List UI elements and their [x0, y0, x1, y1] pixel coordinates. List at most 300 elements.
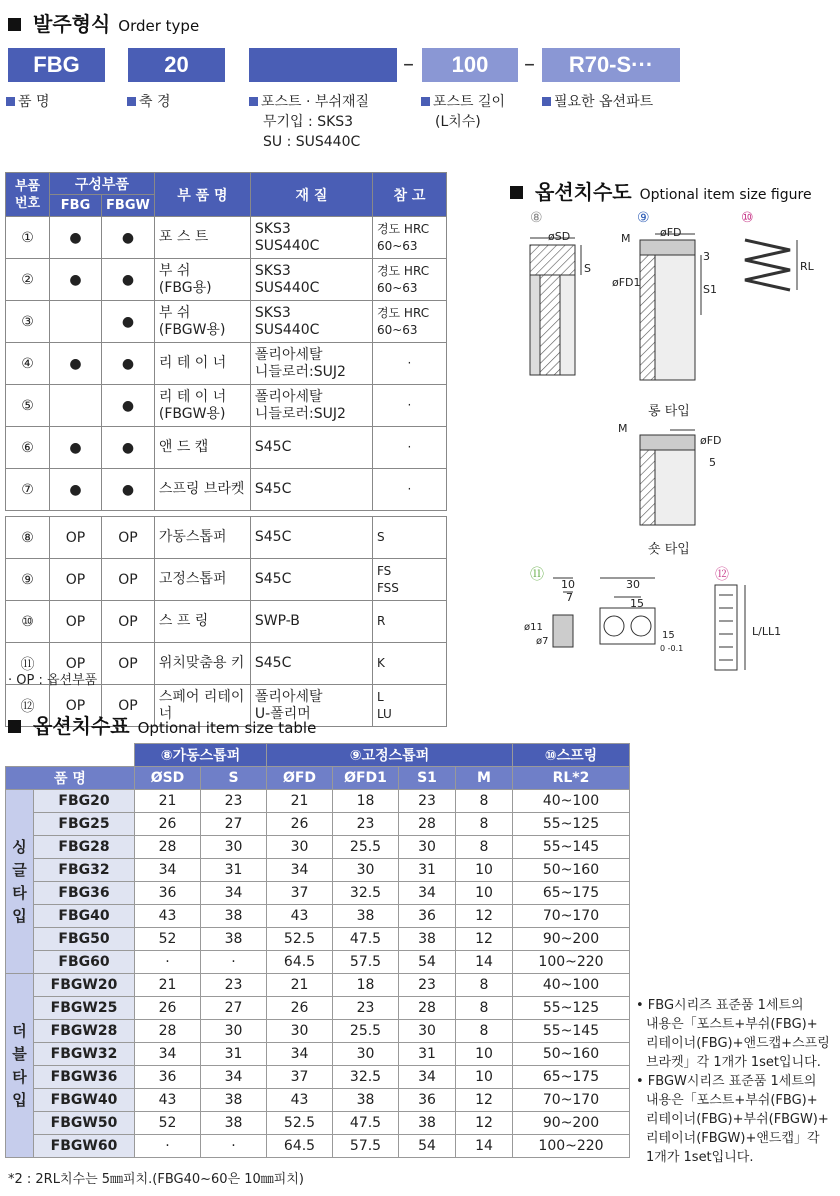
size-table: [5, 743, 630, 1158]
set-note-line: • FBG시리즈 표준품 1세트의: [636, 998, 804, 1013]
parts-header-material: 재 질: [250, 173, 372, 217]
size-cell: 10: [456, 882, 513, 905]
size-cell: 31: [201, 859, 267, 882]
parts-cell-line: 고정스톱퍼: [158, 571, 227, 587]
set-notes: [636, 996, 836, 1167]
parts-cell-line: SUS440C: [254, 237, 320, 254]
size-cell: 50~160: [513, 1043, 630, 1066]
size-cell: 28: [399, 813, 456, 836]
size-row: [6, 974, 630, 997]
size-row: [6, 836, 630, 859]
size-cell: 8: [456, 790, 513, 813]
order-label-material-l1: 포스트 · 부쉬재질: [261, 94, 370, 110]
size-cell: 34: [201, 1066, 267, 1089]
parts-cell-no: ①: [6, 217, 50, 259]
parts-cell-line: S45C: [254, 529, 292, 545]
parts-table: [5, 172, 447, 727]
size-cell: 18: [333, 974, 399, 997]
size-cell: 23: [399, 790, 456, 813]
dim-d7: ø7: [536, 636, 549, 647]
size-group-char: 입: [12, 906, 27, 925]
order-label-options-text: 필요한 옵션파트: [554, 94, 654, 110]
order-box-material: [249, 48, 397, 82]
parts-cell-line: U-폴리머: [254, 705, 311, 722]
parts-cell-no: ②: [6, 259, 50, 301]
size-cell: 38: [201, 1112, 267, 1135]
parts-cell-material: [250, 301, 372, 343]
parts-header-comp: 구성부품: [50, 173, 155, 195]
size-cell: 36: [399, 1089, 456, 1112]
dim-d11: ø11: [524, 622, 543, 633]
size-cell: ·: [135, 951, 201, 974]
parts-cell-line: 니들로러:SUJ2: [254, 363, 346, 380]
parts-cell-ref: [372, 301, 446, 343]
figure-num-10: ⑩: [741, 210, 754, 226]
size-cell: 12: [456, 905, 513, 928]
order-label-length-l1: 포스트 길이: [433, 94, 506, 110]
size-cell-name: FBG28: [34, 836, 135, 859]
size-cell: 38: [201, 905, 267, 928]
parts-cell-ref: [372, 217, 446, 259]
size-cell: 23: [201, 790, 267, 813]
parts-cell-line: (FBGW용): [158, 321, 226, 338]
parts-cell-name: [154, 559, 250, 601]
parts-cell-ref: [372, 559, 446, 601]
order-box-product: FBG: [8, 48, 105, 82]
size-cell: 40~100: [513, 790, 630, 813]
size-row: [6, 997, 630, 1020]
parts-cell-fbgw: ●: [102, 469, 155, 511]
size-cell: 32.5: [333, 882, 399, 905]
size-group-char: 글: [12, 860, 27, 879]
size-col-sd: ØSD: [135, 767, 201, 790]
parts-cell-line: 포 스 트: [158, 229, 209, 245]
parts-cell-no: ③: [6, 301, 50, 343]
dim-7: 7: [566, 591, 573, 604]
figure-num-11: ⑪: [530, 567, 544, 583]
size-cell: 64.5: [267, 951, 333, 974]
size-cell: 27: [201, 813, 267, 836]
label-square-icon: [6, 97, 15, 106]
size-cell: 8: [456, 997, 513, 1020]
size-row: [6, 1112, 630, 1135]
parts-cell-ref: [372, 385, 446, 427]
parts-cell-material: [250, 385, 372, 427]
label-square-icon: [249, 97, 258, 106]
size-group-char: 싱: [12, 837, 27, 856]
size-cell: 34: [201, 882, 267, 905]
parts-cell-no: ⑧: [6, 517, 50, 559]
size-cell: 43: [267, 905, 333, 928]
parts-cell-no: ⑤: [6, 385, 50, 427]
size-cell-name: FBG50: [34, 928, 135, 951]
parts-cell-ref: [372, 343, 446, 385]
size-group-char: 더: [12, 1021, 27, 1040]
size-cell: 8: [456, 1020, 513, 1043]
parts-cell-line: 니들로러:SUJ2: [254, 405, 346, 422]
parts-cell-line: 부 쉬: [158, 262, 191, 279]
size-cell: 8: [456, 836, 513, 859]
parts-cell-line: 경도 HRC: [376, 263, 430, 278]
set-note-line: 1개가 1set입니다.: [646, 1150, 754, 1165]
order-label-material: [249, 92, 369, 152]
size-cell: 26: [135, 997, 201, 1020]
size-cell: 57.5: [333, 951, 399, 974]
dim-m: M: [621, 232, 631, 245]
order-dash-2: –: [524, 52, 535, 77]
parts-cell-ref: [372, 685, 446, 727]
parts-header-no-l1: 부품: [14, 178, 41, 194]
size-cell: 38: [399, 928, 456, 951]
parts-cell-no: ⑪: [6, 643, 50, 685]
parts-cell-fbg: ●: [50, 217, 102, 259]
size-cell: 65~175: [513, 1066, 630, 1089]
parts-cell-material: [250, 643, 372, 685]
parts-cell-name: [154, 217, 250, 259]
parts-cell-line: R: [376, 614, 386, 628]
size-cell: 34: [267, 859, 333, 882]
size-cell: 25.5: [333, 836, 399, 859]
parts-cell-line: L: [376, 689, 384, 704]
size-header-blank: [6, 744, 135, 767]
size-cell: 26: [267, 813, 333, 836]
parts-cell-fbgw: ●: [102, 301, 155, 343]
size-row: [6, 859, 630, 882]
parts-cell-fbgw: ●: [102, 427, 155, 469]
set-note-line: 브라켓」각 1개가 1set입니다.: [646, 1055, 821, 1070]
size-cell: 55~125: [513, 997, 630, 1020]
parts-cell-line: 스페어 리테이너: [158, 688, 245, 722]
dim-5: 5: [709, 456, 716, 469]
size-cell: 23: [201, 974, 267, 997]
dim-s: S: [584, 262, 591, 275]
size-row: [6, 882, 630, 905]
parts-cell-material: [250, 217, 372, 259]
size-cell-name: FBG20: [34, 790, 135, 813]
parts-cell-fbg: ●: [50, 259, 102, 301]
parts-cell-fbgw: OP: [102, 601, 155, 643]
parts-footnote: · OP : 옵션부품: [8, 673, 98, 688]
parts-cell-line: 폴리아세탈: [254, 688, 323, 705]
label-square-icon: [127, 97, 136, 106]
order-type-title-kr: 발주형식: [33, 12, 111, 36]
dim-s1: S1: [703, 283, 717, 296]
size-cell-name: FBGW20: [34, 974, 135, 997]
size-cell: 14: [456, 1135, 513, 1158]
size-cell: 70~170: [513, 1089, 630, 1112]
parts-cell-fbg: ●: [50, 469, 102, 511]
size-cell: ·: [135, 1135, 201, 1158]
parts-cell-fbgw: ●: [102, 385, 155, 427]
parts-row: [6, 301, 447, 343]
size-cell: 52: [135, 1112, 201, 1135]
size-cell: 8: [456, 813, 513, 836]
parts-cell-line: SKS3: [254, 304, 291, 321]
size-cell: 36: [135, 1066, 201, 1089]
dim-fd-short: øFD: [700, 434, 722, 447]
size-group-9: ⑨고정스톱퍼: [267, 744, 513, 767]
size-cell: 55~145: [513, 1020, 630, 1043]
size-cell-name: FBG36: [34, 882, 135, 905]
parts-cell-name: [154, 427, 250, 469]
parts-header-fbg: FBG: [50, 195, 102, 217]
parts-cell-line: 가동스톱퍼: [158, 529, 227, 545]
size-group-char: 블: [12, 1044, 27, 1063]
parts-cell-line: FS: [376, 563, 392, 578]
parts-row: [6, 259, 447, 301]
parts-cell-ref: [372, 427, 446, 469]
parts-cell-line: S: [376, 530, 385, 544]
parts-cell-line: 스 프 링: [158, 613, 209, 629]
size-cell: 10: [456, 1066, 513, 1089]
parts-cell-name: [154, 301, 250, 343]
size-cell: 23: [333, 997, 399, 1020]
size-cell: 37: [267, 882, 333, 905]
order-label-shaft: [127, 92, 171, 112]
heading-square-icon: [510, 186, 523, 199]
parts-cell-fbg: OP: [50, 517, 102, 559]
parts-cell-line: FSS: [376, 580, 399, 595]
dim-fd: øFD: [660, 226, 682, 239]
size-cell: 34: [399, 882, 456, 905]
parts-cell-line: 경도 HRC: [376, 221, 430, 236]
size-cell: 21: [135, 974, 201, 997]
size-group-10: ⑩스프링: [513, 744, 630, 767]
order-label-length-l2: (L치수): [435, 114, 481, 130]
size-cell: 55~125: [513, 813, 630, 836]
parts-cell-line: ·: [407, 482, 412, 496]
size-cell: 38: [201, 928, 267, 951]
parts-cell-line: S45C: [254, 655, 292, 671]
parts-cell-no: ⑩: [6, 601, 50, 643]
order-label-length: [421, 92, 505, 132]
parts-cell-ref: [372, 259, 446, 301]
heading-square-icon: [8, 18, 21, 31]
parts-cell-fbg: ●: [50, 427, 102, 469]
size-cell: 34: [267, 1043, 333, 1066]
size-cell: 31: [201, 1043, 267, 1066]
spare-retainer-drawing: [715, 585, 745, 670]
fixed-stopper-short-drawing: [640, 430, 695, 525]
parts-row: [6, 385, 447, 427]
size-cell: 31: [399, 859, 456, 882]
size-cell: 34: [135, 1043, 201, 1066]
figure-num-9: ⑨: [637, 210, 650, 226]
size-cell: 30: [201, 1020, 267, 1043]
parts-cell-no: ⑫: [6, 685, 50, 727]
size-col-m: M: [456, 767, 513, 790]
size-col-fd: ØFD: [267, 767, 333, 790]
dim-30: 30: [626, 578, 640, 591]
order-type-title-en: Order type: [118, 17, 200, 35]
short-type-label: 숏 타입: [648, 542, 690, 557]
size-cell-name: FBGW40: [34, 1089, 135, 1112]
order-label-shaft-text: 축 경: [139, 94, 171, 110]
size-cell: 36: [399, 905, 456, 928]
parts-cell-ref: [372, 469, 446, 511]
set-note-line: 리테이너(FBG)+부쉬(FBGW)+: [646, 1112, 829, 1127]
parts-cell-no: ④: [6, 343, 50, 385]
size-cell: 52.5: [267, 1112, 333, 1135]
dim-15: 15: [630, 597, 644, 610]
parts-cell-material: [250, 427, 372, 469]
parts-cell-line: 경도 HRC: [376, 305, 430, 320]
spring-drawing: [745, 240, 790, 290]
dim-fd1: øFD1: [612, 276, 641, 289]
parts-cell-line: 리 테 이 너: [158, 388, 227, 405]
size-cell: 38: [333, 1089, 399, 1112]
size-title-en: Optional item size table: [137, 719, 317, 737]
size-cell: 27: [201, 997, 267, 1020]
option-figure-drawing: [505, 220, 835, 680]
size-cell: 52.5: [267, 928, 333, 951]
size-cell: 100~220: [513, 951, 630, 974]
parts-cell-line: SWP-B: [254, 613, 300, 629]
size-row: [6, 1089, 630, 1112]
parts-header-fbgw: FBGW: [102, 195, 155, 217]
parts-cell-fbgw: OP: [102, 643, 155, 685]
parts-header-name: 부 품 명: [154, 173, 250, 217]
size-cell: 23: [399, 974, 456, 997]
dim-l: L/LL1: [752, 625, 782, 638]
label-square-icon: [421, 97, 430, 106]
parts-cell-line: LU: [376, 706, 392, 721]
size-cell: 34: [399, 1066, 456, 1089]
parts-cell-line: SUS440C: [254, 321, 320, 338]
size-cell: 38: [201, 1089, 267, 1112]
size-cell: 55~145: [513, 836, 630, 859]
size-cell: ·: [201, 951, 267, 974]
size-cell: 18: [333, 790, 399, 813]
size-cell-name: FBGW28: [34, 1020, 135, 1043]
size-cell: 37: [267, 1066, 333, 1089]
parts-cell-fbg: [50, 385, 102, 427]
size-cell: 30: [201, 836, 267, 859]
parts-cell-fbg: [50, 301, 102, 343]
movable-stopper-drawing: [530, 238, 581, 375]
size-cell: 31: [399, 1043, 456, 1066]
size-col-rl: RL*2: [513, 767, 630, 790]
size-row: [6, 1020, 630, 1043]
size-cell: 26: [135, 813, 201, 836]
parts-cell-no: ⑨: [6, 559, 50, 601]
parts-row: [6, 217, 447, 259]
parts-cell-fbgw: OP: [102, 685, 155, 727]
parts-cell-fbgw: OP: [102, 559, 155, 601]
size-group-label-single: [6, 790, 34, 974]
size-cell: 12: [456, 1089, 513, 1112]
parts-cell-line: 부 쉬: [158, 304, 191, 321]
size-col-s1: S1: [399, 767, 456, 790]
size-cell: 52: [135, 928, 201, 951]
size-group-char: 입: [12, 1090, 27, 1109]
size-row: [6, 951, 630, 974]
size-footnote: *2 : 2RL치수는 5㎜피치.(FBG40~60은 10㎜피치): [8, 1172, 304, 1187]
size-cell: 21: [267, 790, 333, 813]
size-cell: 14: [456, 951, 513, 974]
size-cell-name: FBGW25: [34, 997, 135, 1020]
parts-cell-name: [154, 517, 250, 559]
parts-cell-line: ·: [407, 356, 412, 370]
size-cell: 21: [135, 790, 201, 813]
parts-cell-material: [250, 469, 372, 511]
parts-cell-line: ·: [407, 398, 412, 412]
parts-cell-line: 60~63: [376, 322, 418, 337]
set-note-line: 내용은「포스트+부쉬(FBG)+: [646, 1017, 818, 1032]
size-col-fd1: ØFD1: [333, 767, 399, 790]
size-cell: 30: [267, 836, 333, 859]
size-cell: 30: [399, 1020, 456, 1043]
parts-cell-name: [154, 259, 250, 301]
parts-row: [6, 343, 447, 385]
size-cell: 10: [456, 1043, 513, 1066]
parts-cell-line: 앤 드 캡: [158, 439, 209, 455]
set-note-line: 리테이너(FBG)+앤드캡+스프링: [646, 1036, 830, 1051]
parts-cell-line: S45C: [254, 481, 292, 497]
set-note-line: • FBGW시리즈 표준품 1세트의: [636, 1074, 817, 1089]
parts-cell-line: S45C: [254, 439, 292, 455]
dim-10: 10: [561, 578, 575, 591]
size-cell: 65~175: [513, 882, 630, 905]
parts-cell-name: [154, 385, 250, 427]
figure-num-8: ⑧: [530, 210, 543, 226]
parts-cell-line: (FBG용): [158, 279, 212, 296]
size-cell: 12: [456, 928, 513, 951]
size-cell: 54: [399, 951, 456, 974]
parts-cell-line: K: [376, 656, 385, 670]
parts-cell-fbg: OP: [50, 601, 102, 643]
size-cell: 30: [267, 1020, 333, 1043]
figure-num-12: ⑫: [715, 567, 729, 583]
parts-cell-line: SKS3: [254, 262, 291, 279]
size-group-char: 타: [12, 883, 27, 902]
dim-3: 3: [703, 250, 710, 263]
parts-cell-line: 리 테 이 너: [158, 355, 227, 371]
parts-cell-ref: [372, 601, 446, 643]
dim-15-tol: 15: [662, 630, 675, 641]
size-cell: 43: [135, 1089, 201, 1112]
parts-row: [6, 517, 447, 559]
parts-cell-line: 폴리아세탈: [254, 346, 323, 363]
size-row: [6, 1135, 630, 1158]
parts-cell-fbgw: OP: [102, 517, 155, 559]
dim-tol: 0 -0.1: [660, 644, 684, 653]
size-cell: 57.5: [333, 1135, 399, 1158]
size-group-8: ⑧가동스톱퍼: [135, 744, 267, 767]
parts-cell-line: 스프링 브라켓: [158, 481, 245, 497]
size-cell: 26: [267, 997, 333, 1020]
size-row: [6, 1066, 630, 1089]
parts-cell-name: [154, 343, 250, 385]
size-cell-name: FBG32: [34, 859, 135, 882]
order-box-length: 100: [422, 48, 518, 82]
parts-cell-material: [250, 601, 372, 643]
size-cell-name: FBGW36: [34, 1066, 135, 1089]
size-cell: 12: [456, 1112, 513, 1135]
dim-sd: øSD: [548, 230, 571, 243]
size-cell: 50~160: [513, 859, 630, 882]
parts-cell-line: 60~63: [376, 238, 418, 253]
figure-heading: [510, 176, 812, 205]
size-row: [6, 790, 630, 813]
label-square-icon: [542, 97, 551, 106]
size-cell: 90~200: [513, 1112, 630, 1135]
parts-row: [6, 601, 447, 643]
size-cell: ·: [201, 1135, 267, 1158]
parts-cell-fbg: OP: [50, 643, 102, 685]
dim-rl: RL: [800, 260, 814, 273]
size-cell: 28: [135, 836, 201, 859]
